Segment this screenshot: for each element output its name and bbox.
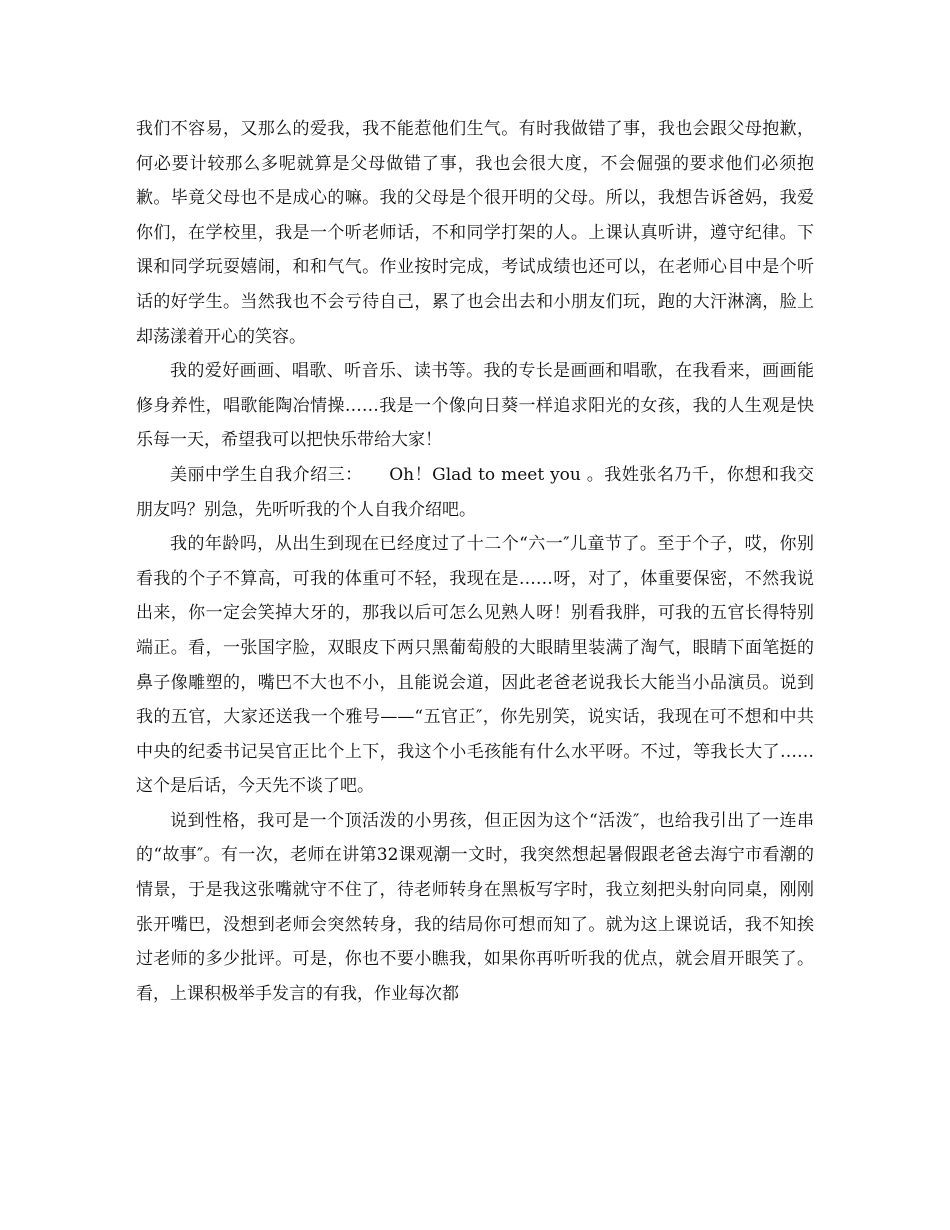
document-body (136, 112, 814, 1011)
paragraph-4: 我的年龄吗，从出生到现在已经度过了十二个“六一″儿童节了。至于个子，哎，你别看我的个子不算高，可我的体重可不轻，我现在是……呀，对了，体重要保密，不然我说出来，你一定会笑掉大牙的，那我以后可怎么见熟人呀！别看我胖，可我的五官长得特别端正。看，一张国字脸，双眼皮下两只黑葡萄般的大眼睛里装满了淘气，眼睛下面笔挺的鼻子像雕塑的，嘴巴不大也不小，且能说会道，因此老爸老说我长大能当小品演员。说到我的五官，大家还送我一个雅号——“五官正″，你先别笑，说实话，我现在可不想和中共中央的纪委书记吴官正比个上下，我这个小毛孩能有什么水平呀。不过，等我长大了……这个是后话，今天先不谈了吧。 (136, 534, 814, 797)
paragraph-1: 我们不容易，又那么的爱我，我不能惹他们生气。有时我做错了事，我也会跟父母抱歉，何必要计较那么多呢就算是父母做错了事，我也会很大度，不会倔强的要求他们必须抱歉。毕竟父母也不是成心的嘛。我的父母是个很开明的父母。所以，我想告诉爸妈，我爱你们，在学校里，我是一个听老师话，不和同学打架的人。上课认真听讲，遵守纪律。下课和同学玩耍嬉闹，和和气气。作业按时完成，考试成绩也还可以，在老师心目中是个听话的好学生。当然我也不会亏待自己，累了也会出去和小朋友们玩，跑的大汗淋漓，脸上却荡漾着开心的笑容。 (136, 119, 814, 347)
paragraph-2: 我的爱好画画、唱歌、听音乐、读书等。我的专长是画画和唱歌，在我看来，画画能修身养性，唱歌能陶冶情操……我是一个像向日葵一样追求阳光的女孩，我的人生观是快乐每一天，希望我可以把快乐带给大家！ (136, 361, 814, 451)
paragraph-5: 说到性格，我可是一个顶活泼的小男孩，但正因为这个“活泼″，也给我引出了一连串的“故事″。有一次，老师在讲第32课观潮一文时，我突然想起暑假跟老爸去海宁市看潮的情景，于是我这张嘴就守不住了，待老师转身在黑板写字时，我立刻把头射向同桌，刚刚张开嘴巴，没想到老师会突然转身，我的结局你可想而知了。就为这上课说话，我不知挨过老师的多少批评。可是，你也不要小瞧我，如果你再听听我的优点，就会眉开眼笑了。看，上课积极举手发言的有我，作业每次都 (136, 810, 814, 1004)
paragraph-3: 美丽中学生自我介绍三： Oh！Glad to meet you 。我姓张名乃千，你想和我交朋友吗？别急，先听听我的个人自我介绍吧。 (136, 464, 814, 520)
